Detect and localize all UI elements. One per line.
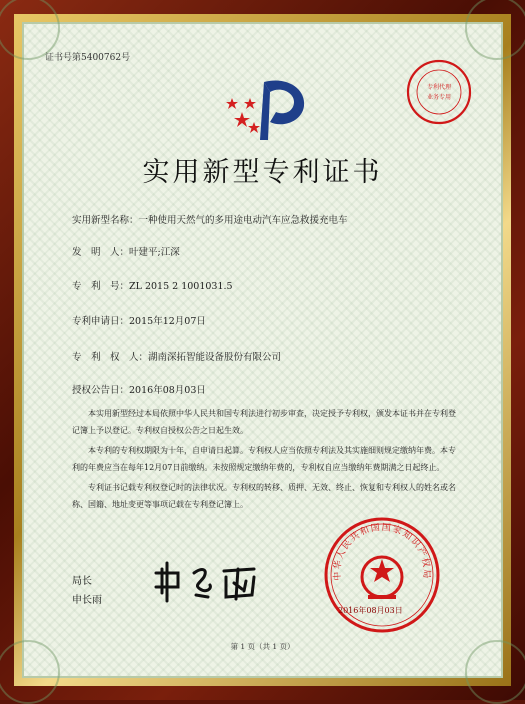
field-value: 2015年12月07日 bbox=[129, 316, 206, 327]
handwritten-signature bbox=[150, 555, 270, 605]
field-value: ZL 2015 2 1001031.5 bbox=[129, 281, 233, 292]
official-seal-icon bbox=[322, 515, 442, 635]
field-label: 专利申请日： bbox=[72, 316, 130, 327]
field-row-inventor bbox=[72, 244, 180, 258]
field-row-patentee bbox=[72, 349, 281, 363]
field-label: 授权公告日： bbox=[72, 385, 130, 396]
field-row-patent-number bbox=[72, 278, 233, 292]
field-value: 叶建平;江深 bbox=[129, 247, 180, 258]
field-label: 专 利 权 人： bbox=[72, 352, 149, 363]
field-label: 发 明 人： bbox=[72, 247, 130, 258]
field-label: 实用新型名称： bbox=[72, 215, 139, 226]
svg-text:专利代理: 专利代理 bbox=[426, 84, 452, 91]
field-row-filing-date bbox=[72, 313, 206, 327]
seal-date: 2016年08月03日 bbox=[338, 606, 403, 615]
signatory-name: 申长雨 bbox=[72, 595, 102, 606]
field-row-name bbox=[72, 212, 348, 226]
field-value: 2016年08月03日 bbox=[129, 385, 206, 396]
body-paragraph: 本专利的专利权期限为十年，自申请日起算。专利权人应当依照专利法及其实施细则规定缴纳年费。本专利的年费应当在每年12月07日前缴纳。未按照规定缴纳年费的，专利权自应当缴纳年费期满之日起终止。 bbox=[72, 446, 456, 472]
field-value: 一种使用天然气的多用途电动汽车应急救援充电车 bbox=[138, 215, 348, 226]
signatory-title: 局长 bbox=[72, 576, 92, 587]
body-paragraph: 专利证书记载专利权登记时的法律状况。专利权的转移、质押、无效、终止、恢复和专利权人的姓名或名称、国籍、地址变更等事项记载在专利登记簿上。 bbox=[72, 483, 456, 509]
page-number: 第 1 页（共 1 页） bbox=[230, 642, 295, 651]
certificate-title: 实用新型专利证书 bbox=[142, 157, 383, 188]
svg-text:中华人民共和国国家知识产权局: 中华人民共和国国家知识产权局 bbox=[332, 522, 432, 581]
certificate-number: 证书号第5400762号 bbox=[45, 53, 131, 63]
corner-ornament bbox=[465, 0, 525, 60]
agency-stamp-icon bbox=[405, 58, 473, 126]
field-value: 湖南深拓智能设备股份有限公司 bbox=[148, 352, 282, 363]
field-label: 专 利 号： bbox=[72, 281, 130, 292]
body-paragraph: 本实用新型经过本局依照中华人民共和国专利法进行初步审查，决定授予专利权，颁发本证书并在专利登记簿上予以登记。专利权自授权公告之日起生效。 bbox=[72, 409, 456, 435]
field-row-grant-date bbox=[72, 382, 206, 396]
certificate-body bbox=[72, 406, 457, 513]
patent-office-logo-icon bbox=[224, 74, 314, 144]
svg-text:业务专用: 业务专用 bbox=[426, 94, 452, 101]
